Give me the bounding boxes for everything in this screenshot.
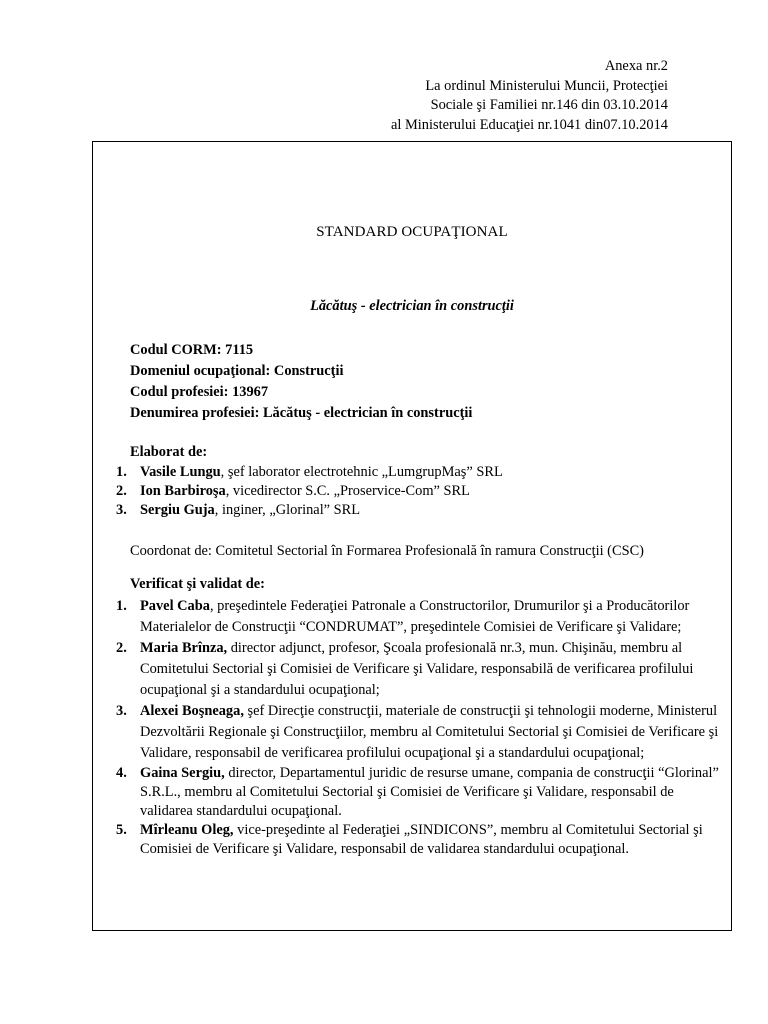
item-number: 4. bbox=[116, 765, 127, 781]
person-role: şef Direcţie construcţii, materiale de construcţii şi tehnologii moderne, Ministerul Dezvoltării Regionale şi Construcţiilor, membru al Comitetului Sectorial şi Comisiei de Verificare şi Validare, responsabil de verificarea profilului ocupaţional şi a standardului ocupaţional; bbox=[140, 703, 719, 761]
profession-name: Denumirea profesiei: Lăcătuş - electrician în construcţii bbox=[130, 405, 473, 421]
list-item bbox=[93, 463, 731, 482]
verified-list bbox=[93, 596, 731, 859]
person-role: vice-preşedinte al Federaţiei „SINDICONS”, membru al Comitetului Sectorial şi Comisiei de Verificare şi Validare, responsabil de validarea standardului ocupaţional. bbox=[140, 822, 703, 857]
item-number: 1. bbox=[116, 598, 127, 614]
item-number: 3. bbox=[116, 502, 127, 518]
list-item bbox=[93, 501, 731, 520]
order-line-3: al Ministerului Educaţiei nr.1041 din07.10.2014 bbox=[391, 116, 668, 133]
person-name: Vasile Lungu bbox=[140, 464, 221, 480]
list-item bbox=[93, 482, 731, 501]
list-item bbox=[93, 701, 731, 764]
list-item bbox=[93, 638, 731, 701]
profession-codes bbox=[130, 340, 472, 424]
list-item bbox=[93, 764, 731, 821]
corm-code: Codul CORM: 7115 bbox=[130, 342, 254, 358]
coordinated-by: Coordonat de: Comitetul Sectorial în Formarea Profesională în ramura Construcţii (CSC) bbox=[130, 543, 644, 559]
person-role: , inginer, „Glorinal” SRL bbox=[214, 502, 361, 518]
person-name: Sergiu Guja bbox=[140, 502, 215, 518]
document-subtitle: Lăcătuş - electrician în construcţii bbox=[310, 298, 514, 314]
order-line-2: Sociale şi Familiei nr.146 din 03.10.2014 bbox=[430, 97, 668, 113]
person-name: Ion Barbiroşa bbox=[140, 483, 226, 499]
item-number: 2. bbox=[116, 483, 127, 499]
elaborated-heading: Elaborat de: bbox=[130, 444, 208, 460]
occupational-domain: Domeniul ocupaţional: Construcţii bbox=[130, 363, 344, 379]
item-number: 1. bbox=[116, 464, 127, 480]
person-name: Mîrleanu Oleg, bbox=[140, 822, 234, 838]
person-name: Pavel Caba bbox=[140, 598, 210, 614]
elaborated-list bbox=[93, 463, 731, 520]
person-role: , preşedintele Federaţiei Patronale a Constructorilor, Drumurilor şi a Producătorilor Materialelor de Construcţii “CONDRUMAT”, preşedintele Comisiei de Verificare şi Validare; bbox=[140, 598, 690, 635]
profession-code: Codul profesiei: 13967 bbox=[130, 384, 269, 400]
list-item bbox=[93, 596, 731, 638]
list-item bbox=[93, 821, 731, 859]
item-number: 5. bbox=[116, 822, 127, 838]
document-title: STANDARD OCUPAŢIONAL bbox=[316, 224, 508, 240]
person-role: director, Departamentul juridic de resurse umane, compania de construcţii “Glorinal” S.R.L., membru al Comitetului Sectorial şi Comisiei de Verificare şi Validare, responsabil de validarea standardului ocupaţional. bbox=[140, 765, 719, 819]
item-number: 3. bbox=[116, 703, 127, 719]
person-role: , şef laborator electrotehnic „LumgrupMaş” SRL bbox=[220, 464, 503, 480]
order-line-1: La ordinul Ministerului Muncii, Protecţiei bbox=[425, 77, 668, 94]
person-name: Maria Brînza, bbox=[140, 640, 228, 656]
person-role: director adjunct, profesor, Şcoala profesională nr.3, mun. Chişinău, membru al Comitetului Sectorial şi Comisiei de Verificare şi Validare, responsabilă de verificarea profilului ocupaţional şi a standardului ocupaţional; bbox=[140, 640, 694, 698]
annex-header bbox=[208, 57, 668, 135]
verified-heading: Verificat şi validat de: bbox=[130, 576, 265, 592]
item-number: 2. bbox=[116, 640, 127, 656]
document-frame bbox=[92, 141, 732, 931]
annex-number: Anexa nr.2 bbox=[604, 58, 668, 74]
person-name: Alexei Boşneaga, bbox=[140, 703, 244, 719]
person-role: , vicedirector S.C. „Proservice-Com” SRL bbox=[225, 483, 470, 499]
person-name: Gaina Sergiu, bbox=[140, 765, 225, 781]
